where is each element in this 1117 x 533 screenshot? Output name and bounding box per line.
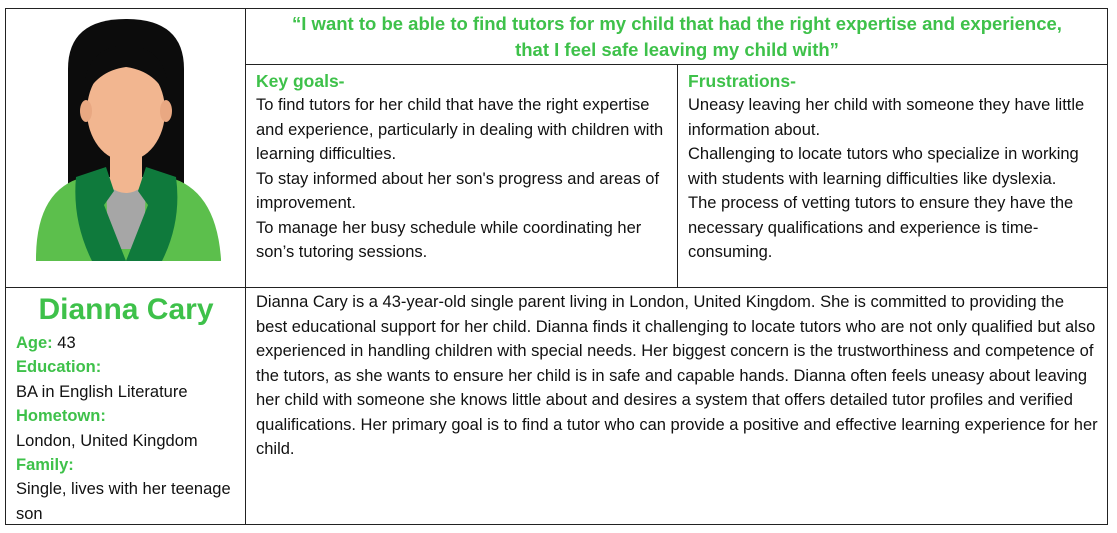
- hometown-label: Hometown:: [16, 407, 106, 426]
- age-label: Age:: [16, 334, 53, 352]
- frustrations-section: [678, 65, 1108, 287]
- persona-card: [5, 8, 1108, 525]
- hometown-value: London, United Kingdom: [16, 431, 198, 450]
- family-label: Family:: [16, 456, 74, 475]
- persona-details: [6, 288, 246, 525]
- frustration-item: Uneasy leaving her child with someone they have little information about.: [688, 96, 1085, 139]
- age-value: 43: [57, 334, 76, 352]
- key-goals-title: Key goals-: [256, 71, 345, 91]
- frustrations-title: Frustrations-: [688, 71, 796, 91]
- frustration-item: Challenging to locate tutors who specialize in working with students with learning difficulties like dyslexia.: [688, 145, 1079, 188]
- family-value: Single, lives with her teenage son: [16, 480, 231, 523]
- frustration-item: The process of vetting tutors to ensure they have the necessary qualifications and experience is time-consuming.: [688, 194, 1074, 261]
- key-goals-section: [246, 65, 678, 287]
- persona-name: Dianna Cary: [38, 293, 214, 326]
- education-value: BA in English Literature: [16, 382, 188, 401]
- education-label: Education:: [16, 358, 102, 377]
- persona-quote: “I want to be able to find tutors for my child that had the right expertise and experience, that I feel safe leaving my child with”: [292, 13, 1062, 60]
- key-goal-item: To manage her busy schedule while coordinating her son’s tutoring sessions.: [256, 218, 642, 261]
- key-goal-item: To find tutors for her child that have the right expertise and experience, particularly in dealing with children with learning difficulties.: [256, 96, 664, 163]
- age-row: [16, 331, 236, 355]
- persona-bio: Dianna Cary is a 43-year-old single parent living in London, United Kingdom. She is committed to providing the best educational support for her child. Dianna finds it challenging to locate tutors who are not only qualified but also experienced in handling children with special needs. Her biggest concern is the trustworthiness and competence of the tutors, as she wants to ensure her child is in safe and capable hands. Dianna often feels uneasy about leaving her child with someone she knows little about and desires a system that offers detailed tutor profiles and verified qualifications. Her primary goal is to find a tutor who can provide a positive and effective learning experience for her child.: [256, 293, 1098, 458]
- woman-avatar-icon: [6, 9, 246, 288]
- key-goal-item: To stay informed about her son's progress and areas of improvement.: [256, 169, 660, 212]
- avatar: [6, 9, 246, 288]
